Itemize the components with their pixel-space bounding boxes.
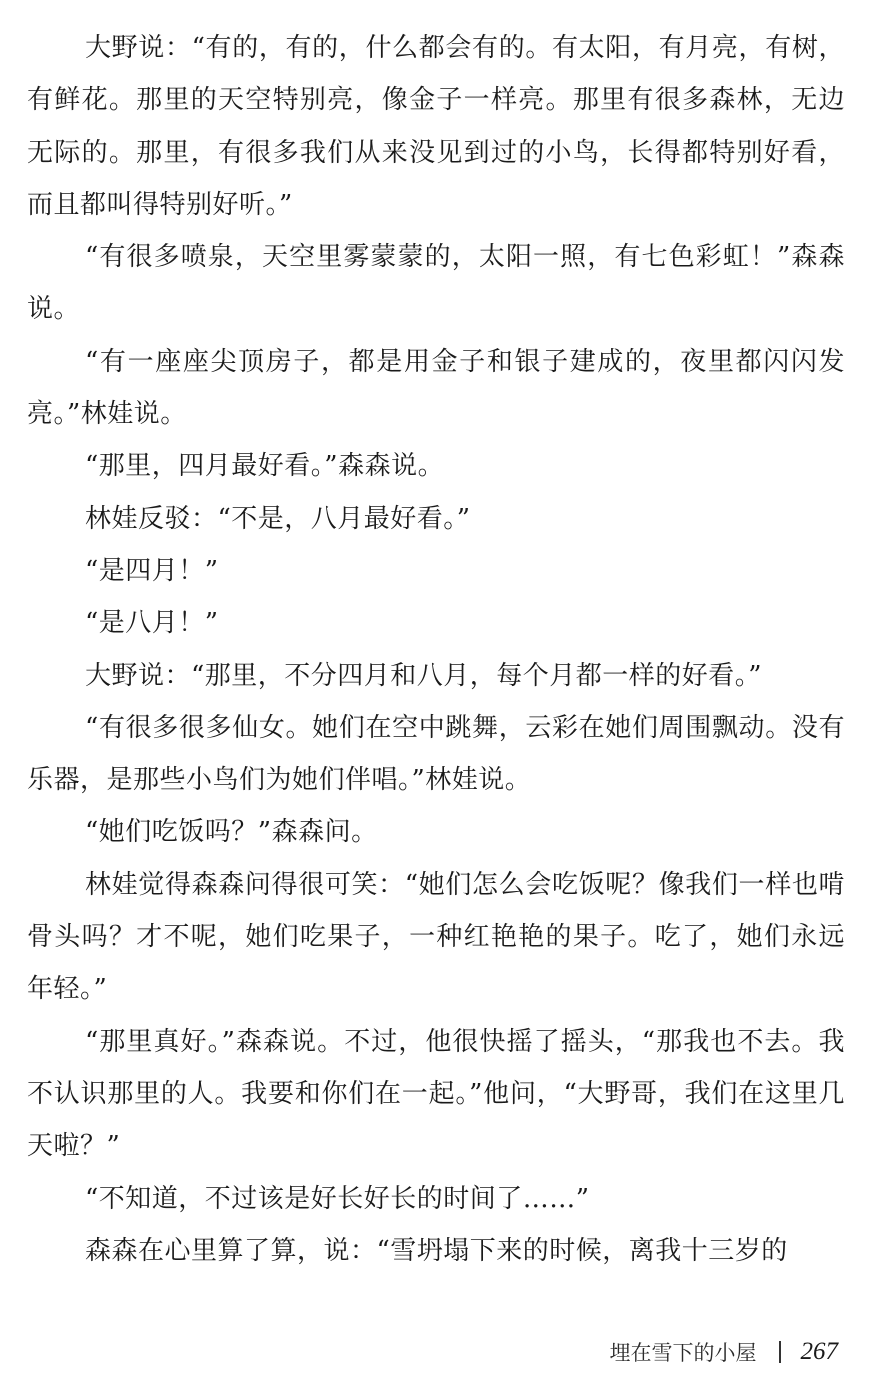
paragraph-10: “她们吃饭吗？”森森问。 — [85, 817, 378, 848]
paragraph-9: “有很多很多仙女。她们在空中跳舞，云彩在她们周围飘动。没有乐器，是那些小鸟们为她们伴唱。”林娃说。 — [27, 712, 845, 796]
paragraph-3: “有一座座尖顶房子，都是用金子和银子建成的，夜里都闪闪发亮。”林娃说。 — [27, 346, 845, 430]
page-body-text — [27, 22, 845, 1277]
page-footer — [610, 1332, 839, 1372]
paragraph-13: “不知道，不过该是好长好长的时间了……” — [85, 1183, 590, 1214]
page-number: 267 — [800, 1338, 838, 1365]
paragraph-11: 林娃觉得森森问得很可笑：“她们怎么会吃饭呢？像我们一样也啃骨头吗？才不呢，她们吃果子，一种红艳艳的果子。吃了，她们永远年轻。” — [27, 869, 845, 1005]
paragraph-2: “有很多喷泉，天空里雾蒙蒙的，太阳一照，有七色彩虹！”森森说。 — [27, 242, 845, 325]
paragraph-8: 大野说：“那里，不分四月和八月，每个月都一样的好看。” — [85, 660, 763, 691]
paragraph-7: “是八月！” — [85, 608, 219, 639]
paragraph-12: “那里真好。”森森说。不过，他很快摇了摇头，“那我也不去。我不认识那里的人。我要和你们在一起。”他问，“大野哥，我们在这里几天啦？” — [27, 1026, 845, 1162]
running-title: 埋在雪下的小屋 — [609, 1341, 757, 1365]
paragraph-1: 大野说：“有的，有的，什么都会有的。有太阳，有月亮，有树，有鲜花。那里的天空特别亮，像金子一样亮。那里有很多森林，无边无际的。那里，有很多我们从来没见到过的小鸟，长得都特别好看，而且都叫得特别好听。” — [27, 33, 845, 220]
footer-divider — [779, 1341, 781, 1363]
paragraph-5: 林娃反驳：“不是，八月最好看。” — [85, 503, 471, 534]
paragraph-14: 森森在心里算了算，说：“雪坍塌下来的时候，离我十三岁的 — [85, 1235, 788, 1266]
paragraph-4: “那里，四月最好看。”森森说。 — [85, 451, 445, 482]
paragraph-6: “是四月！” — [85, 555, 219, 586]
